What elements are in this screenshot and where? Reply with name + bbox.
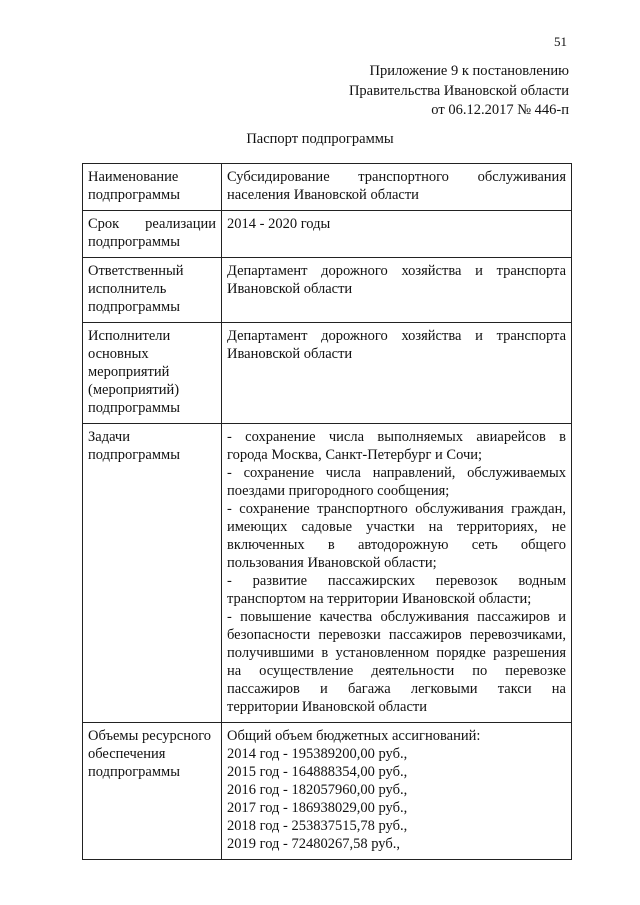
value-line: Департамент дорожного хозяйства и транспорта (227, 328, 566, 344)
row-label (83, 258, 222, 323)
value-line: безопасности перевозки пассажиров перевозчиками, (227, 627, 566, 643)
value-line: 2015 год - 164888354,00 руб., (227, 764, 408, 780)
value-line: 2016 год - 182057960,00 руб., (227, 782, 408, 798)
value-line: 2014 год - 195389200,00 руб., (227, 746, 408, 762)
appendix-line: Правительства Ивановской области (348, 82, 569, 99)
label-line: мероприятий (88, 364, 170, 380)
page-number: 51 (554, 34, 567, 49)
value-line: Ивановской области (227, 281, 353, 297)
label-line: подпрограммы (88, 299, 180, 315)
appendix-header (349, 62, 569, 121)
value-line: получившими в установленном порядке разрешения (227, 645, 566, 661)
label-line: обеспечения (88, 746, 166, 762)
label-line: подпрограммы (88, 187, 180, 203)
value-line: пользования Ивановской области; (227, 555, 437, 571)
table-row (83, 211, 572, 258)
value-line: - сохранение числа направлений, обслуживаемых (227, 465, 566, 481)
value-line: - сохранение числа выполняемых авиарейсов в (227, 429, 566, 445)
value-line: 2018 год - 253837515,78 руб., (227, 818, 408, 834)
table-row (83, 723, 572, 860)
value-line: города Москва, Санкт-Петербург и Сочи; (227, 447, 483, 463)
table-row (83, 164, 572, 211)
row-label (83, 424, 222, 723)
label-line: Исполнители (88, 328, 171, 344)
table-row (83, 323, 572, 424)
label-line: Срок реализации (88, 216, 216, 232)
value-line: пассажиров и багажа легковыми такси на (227, 681, 566, 697)
label-line: подпрограммы (88, 447, 180, 463)
table-row (83, 258, 572, 323)
appendix-line: Приложение 9 к постановлению (369, 63, 569, 79)
label-line: основных (88, 346, 149, 362)
row-value (222, 323, 572, 424)
value-line: транспортом на территории Ивановской области; (227, 591, 532, 607)
appendix-line: от 06.12.2017 № 446-п (431, 102, 569, 118)
label-line: Наименование (88, 169, 179, 185)
value-line: на осуществление деятельности по перевозке (227, 663, 566, 679)
value-line: - развитие пассажирских перевозок водным (227, 573, 566, 589)
label-line: подпрограммы (88, 764, 180, 780)
value-line: поездами пригородного сообщения; (227, 483, 450, 499)
row-value (222, 258, 572, 323)
label-line: Задачи (88, 429, 130, 445)
value-line: населения Ивановской области (227, 187, 419, 203)
label-line: Объемы ресурсного (88, 728, 212, 744)
value-line: 2014 - 2020 годы (227, 216, 331, 232)
row-value (222, 723, 572, 860)
row-label (83, 323, 222, 424)
value-line: - повышение качества обслуживания пассажиров и (227, 609, 566, 625)
value-line: 2019 год - 72480267,58 руб., (227, 836, 400, 852)
row-label (83, 723, 222, 860)
value-line: включенных в автодорожную сеть общего (227, 537, 566, 553)
value-line: - сохранение транспортного обслуживания граждан, (227, 501, 566, 517)
passport-table (82, 163, 572, 860)
value-line: Ивановской области (227, 346, 353, 362)
value-line: Субсидирование транспортного обслуживания (227, 169, 566, 185)
label-line: подпрограммы (88, 234, 180, 250)
label-line: подпрограммы (88, 400, 180, 416)
value-line: Общий объем бюджетных ассигнований: (227, 728, 481, 744)
label-line: (мероприятий) (88, 382, 180, 398)
value-line: имеющих садовые участки на территориях, не (227, 519, 566, 535)
row-label (83, 211, 222, 258)
row-value (222, 164, 572, 211)
value-line: Департамент дорожного хозяйства и транспорта (227, 263, 566, 279)
value-line: территории Ивановской области (227, 699, 428, 715)
row-value (222, 211, 572, 258)
value-line: 2017 год - 186938029,00 руб., (227, 800, 408, 816)
label-line: исполнитель (88, 281, 167, 297)
table-row (83, 424, 572, 723)
row-label (83, 164, 222, 211)
label-line: Ответственный (88, 263, 184, 279)
row-value (222, 424, 572, 723)
document-title: Паспорт подпрограммы (246, 131, 394, 147)
